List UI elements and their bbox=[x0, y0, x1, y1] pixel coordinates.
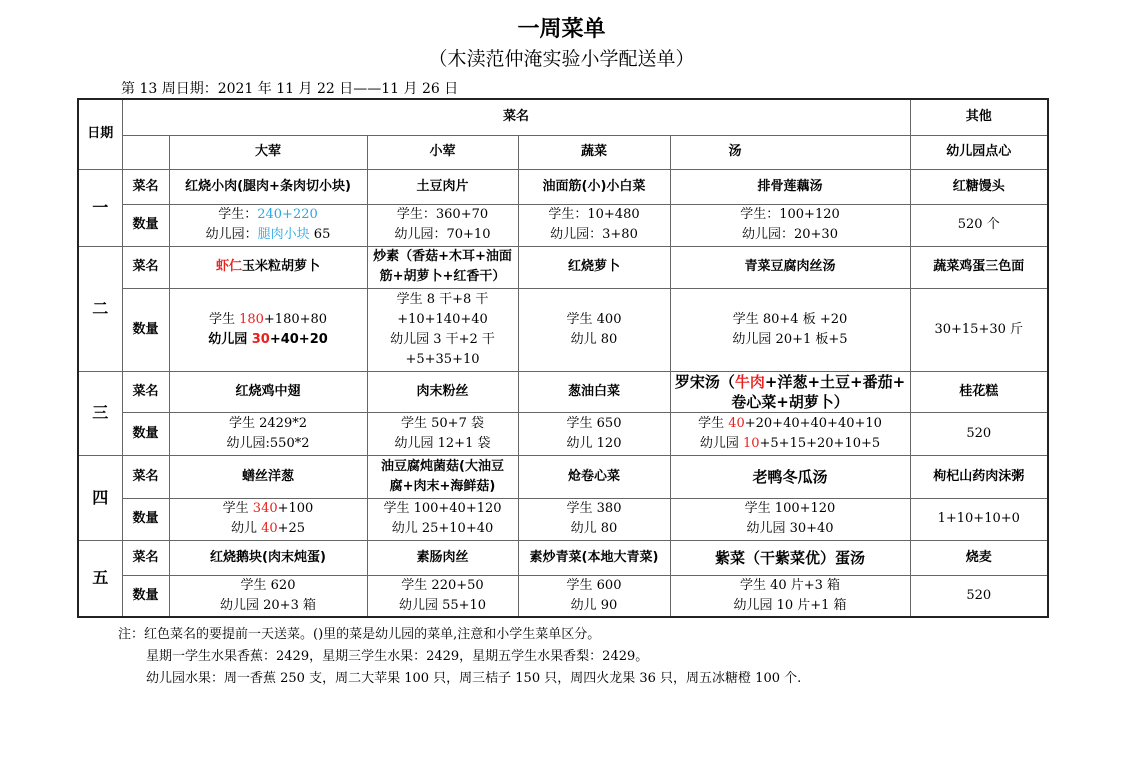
table-row bbox=[78, 455, 1048, 498]
dish-vegetable: 素炒青菜(本地大青菜) bbox=[518, 540, 670, 575]
qty-snack: 520 个 bbox=[910, 204, 1048, 246]
dish-soup: 紫菜（干紫菜优）蛋汤 bbox=[670, 540, 910, 575]
row-label-qty: 数量 bbox=[122, 204, 169, 246]
dish-vegetable: 红烧萝卜 bbox=[518, 246, 670, 288]
day-label: 二 bbox=[78, 246, 122, 371]
header-blank bbox=[122, 135, 169, 169]
table-row bbox=[78, 371, 1048, 412]
qty-soup: 学生 80+4 板 +20 幼儿园 20+1 板+5 bbox=[670, 288, 910, 371]
qty-small-meat: 学生 220+50 幼儿园 55+10 bbox=[367, 575, 518, 617]
note-line: 星期一学生水果香蕉：2429，星期三学生水果：2429，星期五学生水果香梨：2429。 bbox=[146, 649, 649, 664]
dish-big-meat: 蟮丝洋葱 bbox=[169, 455, 367, 498]
page-subtitle: （木渎范仲淹实验小学配送单） bbox=[428, 48, 695, 70]
table-row bbox=[78, 412, 1048, 455]
note-line: 注：红色菜名的要提前一天送菜。()里的菜是幼儿园的菜单,注意和小学生菜单区分。 bbox=[118, 627, 601, 642]
header-other: 其他 bbox=[910, 99, 1048, 135]
qty-small-meat: 学生 8 干+8 干 +10+140+40 幼儿园 3 干+2 干 +5+35+10 bbox=[367, 288, 518, 371]
dish-soup: 罗宋汤（牛肉+洋葱+土豆+番茄+ 卷心菜+胡萝卜） bbox=[670, 371, 910, 412]
dish-big-meat: 虾仁玉米粒胡萝卜 bbox=[169, 246, 367, 288]
header-dishes: 菜名 bbox=[122, 99, 910, 135]
qty-small-meat: 学生：360+70 幼儿园：70+10 bbox=[367, 204, 518, 246]
dish-soup: 排骨莲藕汤 bbox=[670, 169, 910, 204]
dish-snack: 烧麦 bbox=[910, 540, 1048, 575]
qty-big-meat: 学生 620 幼儿园 20+3 箱 bbox=[169, 575, 367, 617]
qty-snack: 1+10+10+0 bbox=[910, 498, 1048, 540]
qty-soup: 学生：100+120 幼儿园：20+30 bbox=[670, 204, 910, 246]
qty-snack: 520 bbox=[910, 575, 1048, 617]
row-label-name: 菜名 bbox=[122, 455, 169, 498]
dish-soup: 老鸭冬瓜汤 bbox=[670, 455, 910, 498]
qty-soup: 学生 40+20+40+40+40+10 幼儿园 10+5+15+20+10+5 bbox=[670, 412, 910, 455]
row-label-name: 菜名 bbox=[122, 169, 169, 204]
table-row bbox=[78, 246, 1048, 288]
note-line: 幼儿园水果：周一香蕉 250 支，周二大苹果 100 只，周三桔子 150 只，周四火龙果 36 只，周五冰糖橙 100 个. bbox=[146, 671, 802, 686]
dish-small-meat: 素肠肉丝 bbox=[367, 540, 518, 575]
dish-big-meat: 红烧鹅块(肉末炖蛋) bbox=[169, 540, 367, 575]
qty-vegetable: 学生：10+480 幼儿园：3+80 bbox=[518, 204, 670, 246]
table-row bbox=[78, 169, 1048, 204]
row-label-name: 菜名 bbox=[122, 540, 169, 575]
dish-big-meat: 红烧小肉(腿肉+条肉切小块) bbox=[169, 169, 367, 204]
header-vegetable: 蔬菜 bbox=[518, 135, 670, 169]
row-label-qty: 数量 bbox=[122, 498, 169, 540]
dish-snack: 红糖馒头 bbox=[910, 169, 1048, 204]
qty-snack: 520 bbox=[910, 412, 1048, 455]
row-label-name: 菜名 bbox=[122, 371, 169, 412]
qty-small-meat: 学生 100+40+120 幼儿 25+10+40 bbox=[367, 498, 518, 540]
table-row bbox=[78, 575, 1048, 617]
qty-big-meat: 学生：240+220 幼儿园：腿肉小块 65 bbox=[169, 204, 367, 246]
table-row bbox=[78, 498, 1048, 540]
row-label-name: 菜名 bbox=[122, 246, 169, 288]
dish-small-meat: 肉末粉丝 bbox=[367, 371, 518, 412]
qty-snack: 30+15+30 斤 bbox=[910, 288, 1048, 371]
qty-vegetable: 学生 400 幼儿 80 bbox=[518, 288, 670, 371]
header-date: 日期 bbox=[78, 99, 122, 169]
weekly-menu-table bbox=[77, 98, 1049, 618]
header-soup: 汤 bbox=[670, 135, 910, 169]
table-row bbox=[78, 288, 1048, 371]
notes bbox=[118, 624, 801, 690]
dish-soup: 青菜豆腐肉丝汤 bbox=[670, 246, 910, 288]
dish-vegetable: 炝卷心菜 bbox=[518, 455, 670, 498]
qty-vegetable: 学生 380 幼儿 80 bbox=[518, 498, 670, 540]
dish-vegetable: 油面筋(小)小白菜 bbox=[518, 169, 670, 204]
dish-big-meat: 红烧鸡中翅 bbox=[169, 371, 367, 412]
qty-big-meat: 学生 340+100 幼儿 40+25 bbox=[169, 498, 367, 540]
dish-vegetable: 葱油白菜 bbox=[518, 371, 670, 412]
row-label-qty: 数量 bbox=[122, 575, 169, 617]
day-label: 五 bbox=[78, 540, 122, 617]
dish-small-meat: 土豆肉片 bbox=[367, 169, 518, 204]
dish-snack: 桂花糕 bbox=[910, 371, 1048, 412]
page-title: 一周菜单 bbox=[517, 17, 606, 42]
qty-vegetable: 学生 600 幼儿 90 bbox=[518, 575, 670, 617]
qty-vegetable: 学生 650 幼儿 120 bbox=[518, 412, 670, 455]
table-row bbox=[78, 204, 1048, 246]
header-big-meat: 大荤 bbox=[169, 135, 367, 169]
row-label-qty: 数量 bbox=[122, 288, 169, 371]
qty-soup: 学生 100+120 幼儿园 30+40 bbox=[670, 498, 910, 540]
dish-snack: 枸杞山药肉沫粥 bbox=[910, 455, 1048, 498]
dish-snack: 蔬菜鸡蛋三色面 bbox=[910, 246, 1048, 288]
header-small-meat: 小荤 bbox=[367, 135, 518, 169]
qty-big-meat: 学生 2429*2 幼儿园:550*2 bbox=[169, 412, 367, 455]
qty-small-meat: 学生 50+7 袋 幼儿园 12+1 袋 bbox=[367, 412, 518, 455]
day-label: 一 bbox=[78, 169, 122, 246]
dish-small-meat: 油豆腐炖菌菇(大油豆 腐+肉末+海鲜菇) bbox=[367, 455, 518, 498]
dish-small-meat: 炒素（香菇+木耳+油面 筋+胡萝卜+红香干） bbox=[367, 246, 518, 288]
qty-big-meat: 学生 180+180+80 幼儿园 30+40+20 bbox=[169, 288, 367, 371]
row-label-qty: 数量 bbox=[122, 412, 169, 455]
date-range: 第 13 周日期：2021 年 11 月 22 日——11 月 26 日 bbox=[121, 81, 459, 97]
table-row bbox=[78, 540, 1048, 575]
day-label: 三 bbox=[78, 371, 122, 455]
qty-soup: 学生 40 片+3 箱 幼儿园 10 片+1 箱 bbox=[670, 575, 910, 617]
header-kindergarten-snack: 幼儿园点心 bbox=[910, 135, 1048, 169]
day-label: 四 bbox=[78, 455, 122, 540]
